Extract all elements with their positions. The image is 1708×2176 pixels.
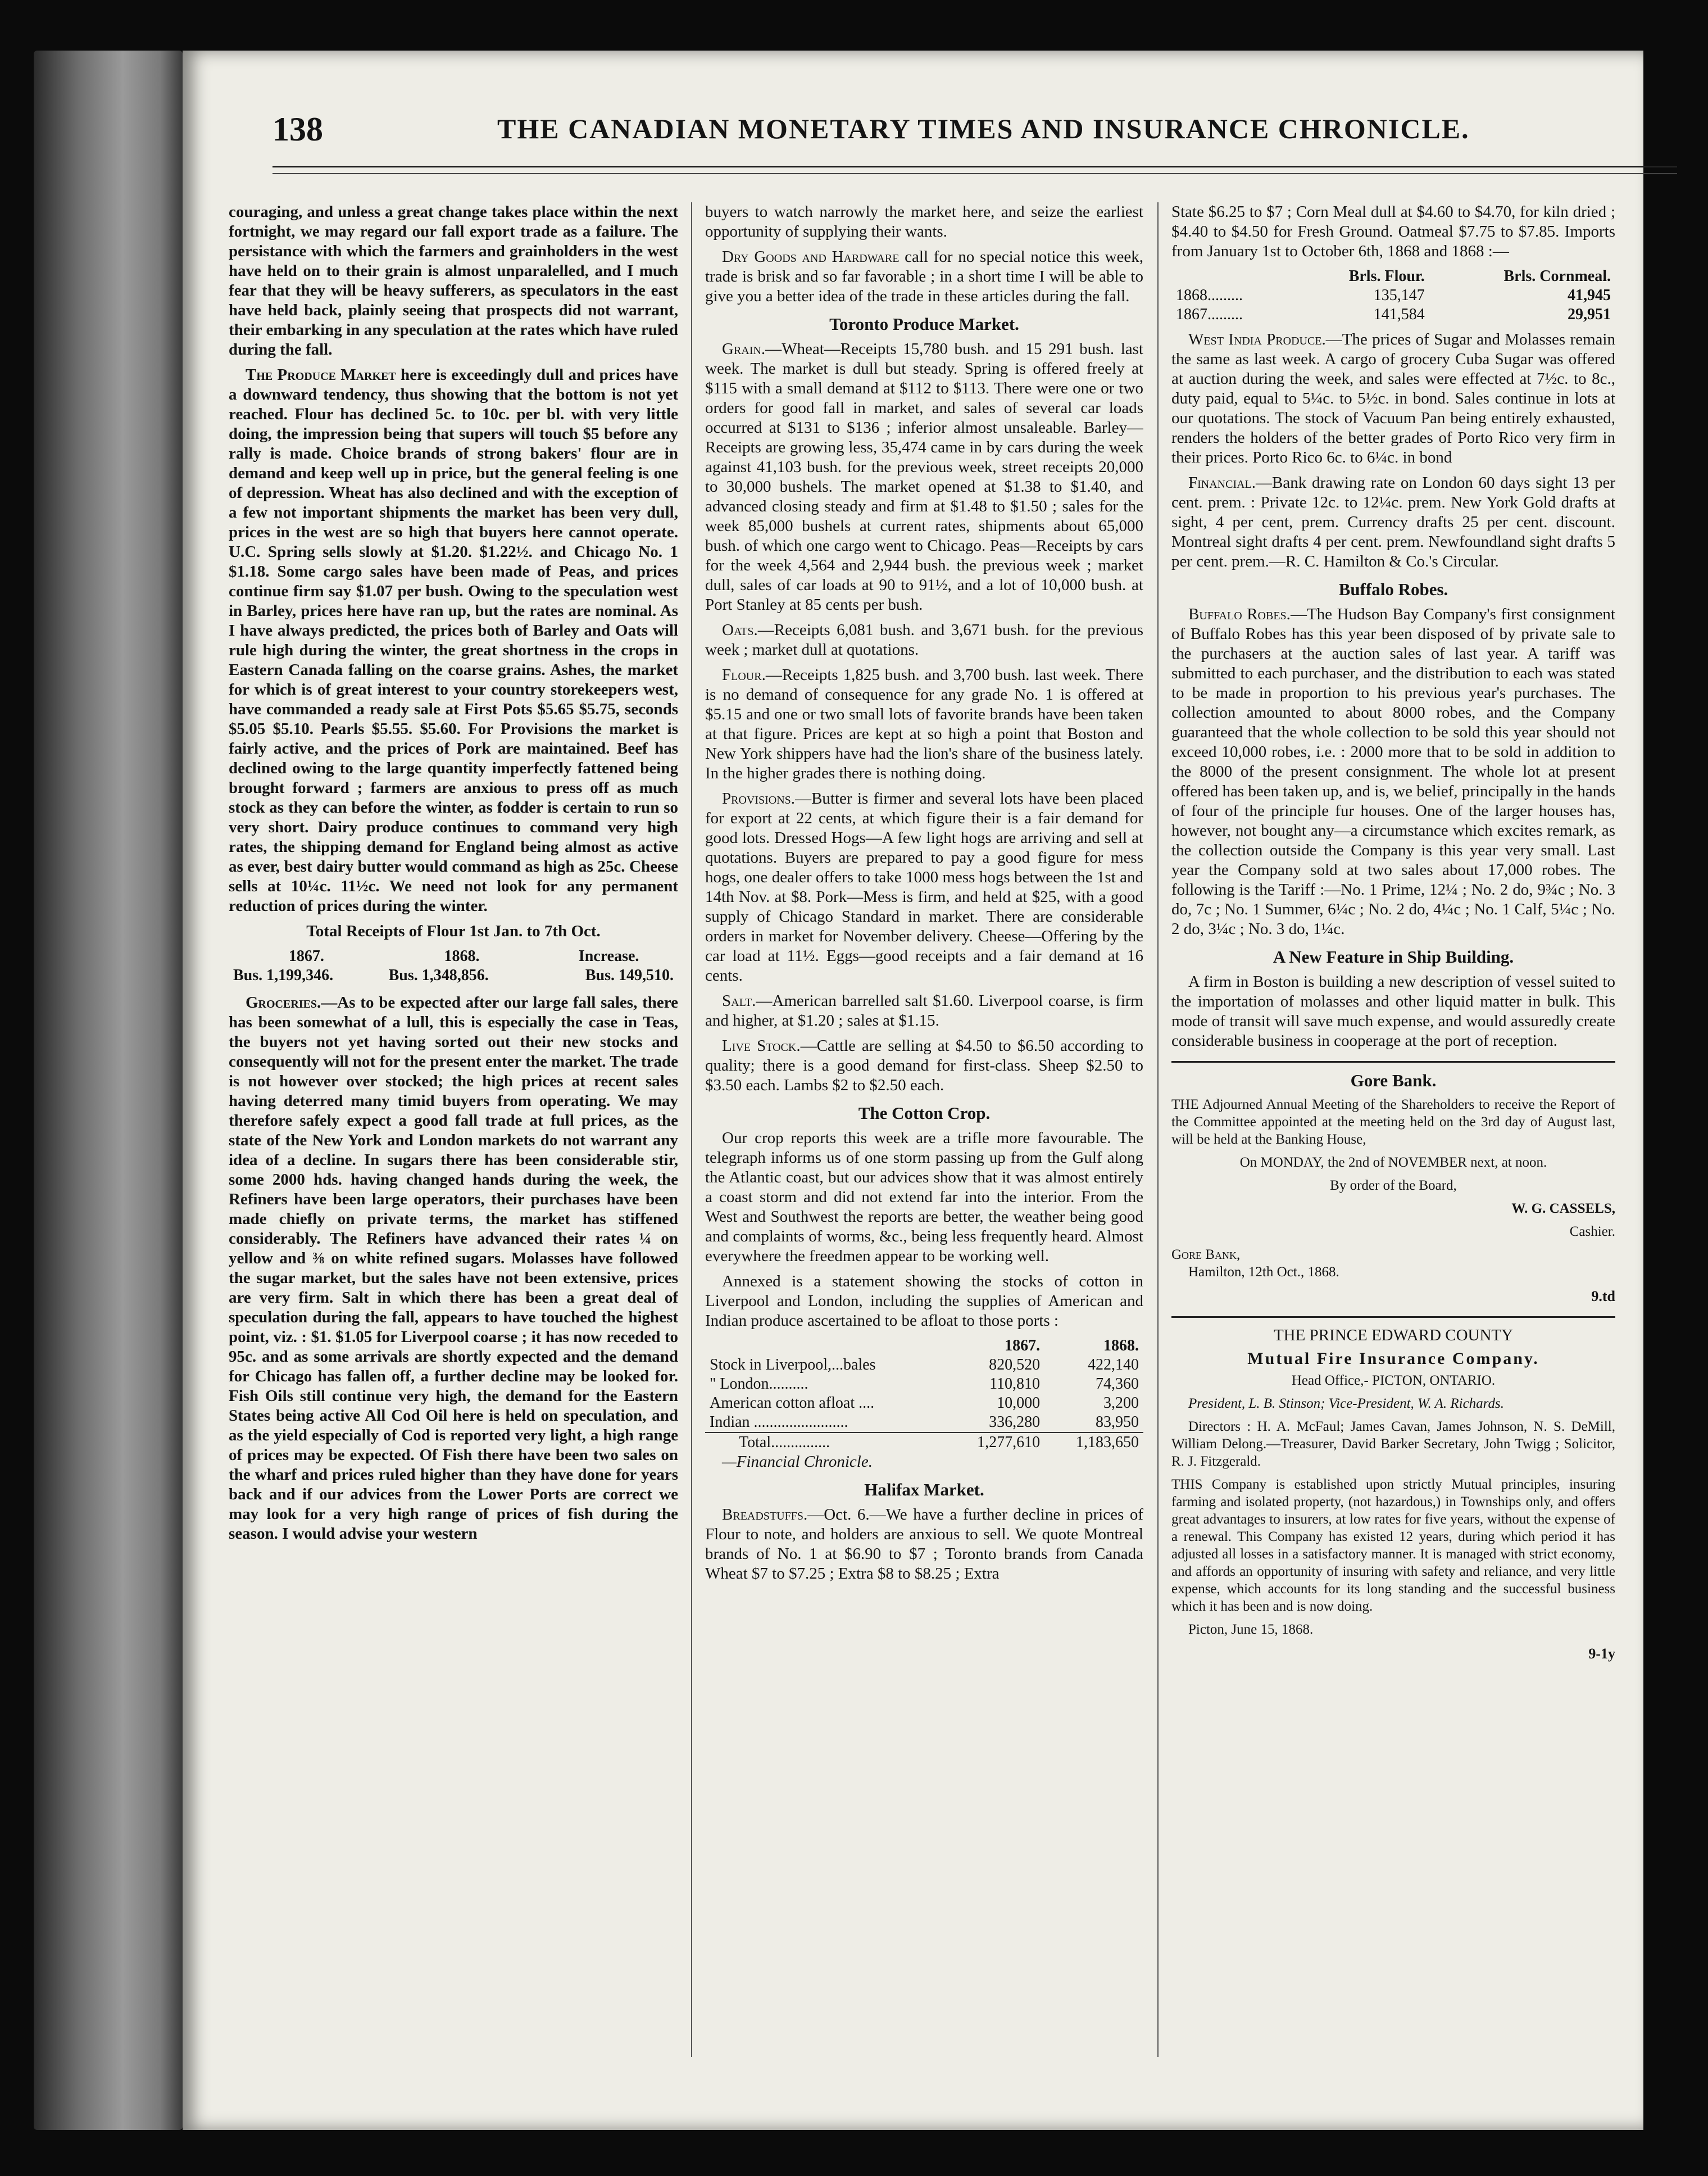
table-cell: 1,277,610 — [977, 1434, 1041, 1451]
notice-heading: Gore Bank. — [1350, 1071, 1437, 1090]
table-row — [1171, 305, 1615, 324]
table-cell: Bus. 1,199,346. — [233, 967, 334, 984]
paragraph-text: call for no special notice this week, trade is brisk and so far favorable ; in a short time I will be able to give you a better idea of the trade in these articles during the fall. — [705, 248, 1143, 305]
table-cell: 1,183,650 — [1076, 1434, 1139, 1451]
section-lead: Dry Goods and Hardware — [722, 248, 900, 266]
section-heading: The Cotton Crop. — [858, 1103, 991, 1123]
table-header-cell: 1868. — [444, 948, 480, 965]
article-paragraph — [1171, 330, 1615, 468]
gore-bank-notice — [1171, 1071, 1615, 1306]
table-cell: Stock in Liverpool,...bales — [710, 1356, 876, 1373]
running-title: THE CANADIAN MONETARY TIMES AND INSURANCE CHRONICLE. — [497, 113, 1470, 144]
column-1 — [229, 202, 678, 2057]
table-cell: 135,147 — [1373, 287, 1425, 304]
article-paragraph — [705, 339, 1143, 615]
section-lead: Live Stock. — [722, 1037, 801, 1055]
newspaper-page — [183, 51, 1643, 2130]
section-heading: Buffalo Robes. — [1338, 579, 1448, 599]
notice-signer: W. G. CASSELS, — [1511, 1201, 1615, 1216]
receipts-table — [229, 947, 678, 985]
article-paragraph — [705, 1036, 1143, 1095]
table-row — [705, 1413, 1143, 1432]
table-cell: 110,810 — [989, 1375, 1041, 1393]
table-cell: " London.......... — [710, 1375, 808, 1393]
table-cell: 336,280 — [989, 1413, 1041, 1431]
ad-officers: President, L. B. Stinson; Vice-President, W. A. Richards. — [1188, 1396, 1504, 1411]
notice-signer-title: Cashier. — [1569, 1224, 1615, 1239]
table-row — [705, 1375, 1143, 1394]
section-lead: Groceries. — [246, 994, 321, 1012]
table-source: —Financial Chronicle. — [722, 1453, 873, 1471]
article-paragraph — [705, 1505, 1143, 1584]
ad-code: 9.td — [1591, 1288, 1615, 1304]
article-paragraph — [705, 247, 1143, 306]
cotton-stock-table — [705, 1336, 1143, 1452]
article-paragraph — [705, 789, 1143, 986]
page-number: 138 — [272, 111, 323, 148]
ad-directors: Directors : H. A. McFaul; James Cavan, James Johnson, N. S. DeMill, William Delong.—Treasurer, David Barker Secretary, John Twigg ; Solicitor, R. J. Fitzgerald. — [1171, 1419, 1615, 1469]
section-heading: A New Feature in Ship Building. — [1273, 947, 1514, 967]
article-paragraph: Our crop reports this week are a trifle more favourable. The telegraph informs us of one storm passing up from the Gulf along the Atlantic coast, but our advices show that it was almost entirely a coast storm and did not extend far into the interior. From the West and Southwest the reports are better, the weather being good and complaints of worms, &c., being less frequently heard. Almost everywhere the freedmen appear to be working well. — [705, 1129, 1143, 1265]
advertisement-rule — [1171, 1316, 1615, 1318]
section-lead: Provisions. — [722, 790, 796, 808]
article-paragraph: State $6.25 to $7 ; Corn Meal dull at $4.60 to $4.70, for kiln dried ; $4.40 to $4.50 for Fresh Ground. Oatmeal $7.75 to $7.85. Imports from January 1st to October 6th, 1868 and 1868 :— — [1171, 203, 1615, 260]
header-rule — [272, 166, 1677, 174]
notice-order: By order of the Board, — [1330, 1178, 1457, 1193]
paragraph-text: —Butter is firmer and several lots have been placed for export at 22 cents, at which figure their is a fair demand for good lots. Dressed Hogs—A few light hogs are arriving and sell at quotations. Buyers are prepared to pay a good figure for mess hogs, one dealer offers to take 1000 mess hogs between the 1st and 14th Nov. at $8. Pork—Mess is firm, and held at $25, with a good supply of Chicago Standard in market. There are considerable orders in market for November delivery. Cheese—Offering by the car load at 11½. Eggs—good receipts and a fair demand at 16 cents. — [705, 790, 1143, 985]
table-cell: 1868......... — [1176, 287, 1243, 304]
paragraph-text: —Receipts 6,081 bush. and 3,671 bush. for the previous week ; market dull at quotations. — [705, 621, 1143, 659]
article-paragraph — [705, 991, 1143, 1031]
table-cell: Bus. 149,510. — [585, 967, 674, 984]
imports-table — [1171, 267, 1615, 324]
section-lead: Buffalo Robes. — [1188, 605, 1291, 623]
section-lead: Salt. — [722, 992, 756, 1010]
article-paragraph — [1171, 473, 1615, 572]
section-lead: West India Produce. — [1188, 330, 1326, 348]
section-lead: Flour. — [722, 666, 766, 684]
article-paragraph: A firm in Boston is building a new description of vessel suited to the importation of molasses and other liquid matter in bulk. This mode of transit will save much expense, and would assuredly create considerable business in cooperage at the port of reception. — [1171, 973, 1615, 1050]
table-header-row — [1171, 267, 1615, 286]
table-cell: Indian ........................ — [710, 1413, 848, 1431]
column-rule — [1157, 202, 1159, 2057]
table-header-cell: 1868. — [1103, 1337, 1139, 1354]
article-paragraph: couraging, and unless a great change takes place within the next fortnight, we may regard our fall export trade as a failure. The persistance with which the farmers and grainholders in the west have held on to their grain is almost unparalelled, and I much fear that they will be heavy sufferers, as speculators in the east have held back, plainly seeing that prospects did not warrant, their embarking in any speculation at the rates which have ruled during the fall. — [229, 203, 678, 359]
prince-edward-county-ad — [1171, 1326, 1615, 1663]
notice-place-date: Hamilton, 12th Oct., 1868. — [1188, 1264, 1339, 1280]
paragraph-text: —Wheat—Receipts 15,780 bush. and 15 291 bush. last week. The market is dull but steady. Spring is offered freely at $115 with a small demand at $112 to $113. There were one or two orders for good fall in market, and sales of several car loads occurred at $131 to $136 ; inferior almost unsaleable. Barley—Receipts are growing less, 35,474 came in by cars during the week against 41,103 bush. for the previous week, street receipts 20,000 to 30,000 bushels. The market opened at $1.38 to $1.40, and advanced closing steady and firm at $1.48 to $1.50 ; sales for the week 85,000 bushels at current rates, shipments about 65,000 bush. of which one cargo went to Chicago. Peas—Receipts by cars for the week 4,564 and 2,944 bush. the previous week ; market dull, sales of car loads at 90 to 91½, and a lot of 10,000 bush. at Port Stanley at 85 cents per bush. — [705, 340, 1143, 614]
article-paragraph — [229, 993, 678, 1544]
table-cell: 83,950 — [1096, 1413, 1139, 1431]
article-paragraph — [229, 365, 678, 916]
paragraph-text: —As to be expected after our large fall sales, there has been somewhat of a lull, this is especially the case in Teas, the buyers not yet having sorted out their new stocks and consequently will not for the present enter the market. The trade is not however over stocked; the high prices at recent sales having deterred many timid buyers from operating. We may therefore safely expect a good fall trade at full prices, as the state of the New York and London markets do not warrant any idea of a decline. In sugars there has been considerable stir, some 2000 hds. having changed hands during the week, the Refiners have been large operators, their purchases have been made chiefly on private terms, the market has stiffened considerably. The Refiners have advanced their rates ¼ on yellow and ⅜ on white refined sugars. Molasses have followed the sugar market, but the sales have not been extensive, prices are very firm. Salt in which there has been a great deal of speculation during the fall, appears to have touched the highest point, viz. : $1. $1.05 for Liverpool coarse ; it has now receded to 95c. and as some arrivals are shortly expected and the demand for Chicago has fallen off, a further decline may be looked for. Fish Oils still continue very high, the demand for the Eastern States being active All Cod Oil here is held on speculation, and as the yield especially of Cod is reported very light, a high range of prices may be expected. Of Fish there have been two sales on the wharf and prices ruled higher than they have done for years back and if our advices from the Lower Ports are correct we may look for a very high range of prices of fish during the season. I would advise your western — [229, 994, 678, 1543]
article-paragraph: Annexed is a statement showing the stocks of cotton in Liverpool and London, including the supplies of American and Indian produce ascertained to be afloat to those ports : — [705, 1272, 1143, 1330]
column-3 — [1171, 202, 1615, 2057]
ad-office: Head Office,- PICTON, ONTARIO. — [1291, 1373, 1496, 1388]
table-header-cell — [705, 1336, 946, 1356]
table-cell: Bus. 1,348,856. — [388, 967, 489, 984]
table-row — [705, 1394, 1143, 1413]
table-cell: 29,951 — [1568, 306, 1611, 323]
article-paragraph — [1171, 605, 1615, 939]
table-cell: 1867......... — [1176, 306, 1243, 323]
table-cell: 141,584 — [1373, 306, 1425, 323]
page-header — [183, 107, 1643, 169]
section-lead: The Produce Market — [246, 366, 396, 384]
ad-code: 9-1y — [1588, 1645, 1615, 1662]
table-header-cell: Brls. Flour. — [1348, 268, 1425, 285]
notice-body: THE Adjourned Annual Meeting of the Shareholders to receive the Report of the Committee appointed at the meeting held on the 3rd day of August last, will be held at the Banking House, — [1171, 1097, 1615, 1147]
table-cell: Total............... — [739, 1434, 830, 1451]
section-lead: Breadstuffs. — [722, 1506, 808, 1524]
table-row — [705, 1356, 1143, 1375]
table-total-row — [705, 1432, 1143, 1452]
notice-date-line: On MONDAY, the 2nd of NOVEMBER next, at noon. — [1239, 1155, 1547, 1170]
paragraph-text: here is exceedingly dull and prices have a downward tendency, thus showing that the bottom is not yet reached. Flour has declined 5c. to 10c. per bl. with very little doing, the impression being that supers will touch $5 before any rally is made. Choice brands of strong bakers' flour are in demand and keep well up in price, but the general feeling is one of depression. Wheat has also declined and with the exception of a few not important shipments the market has been very dull, prices in the west are so high that buyers here cannot operate. U.C. Spring sells slowly at $1.20. $1.22½. and Chicago No. 1 $1.18. Some cargo sales have been made of Peas, and prices continue firm say $1.07 per bush. Owing to the speculation west in Barley, prices here have ran up, but the rates are nominal. As I have always predicted, the prices both of Barley and Oats will rule high during the winter, the great shortness in the crops in Eastern Canada falling on the coarse grains. Ashes, the market for which is of great interest to your country storekeepers west, have commanded a ready sale at First Pots $5.65 $5.75, seconds $5.05 $5.10. Pearls $5.55. $5.60. For Provisions the market is fairly active, and the prices of Pork are maintained. Beef has declined owing to the large quantity imperfectly fattened being brought forward ; farmers are anxious to press off as much stock as they can before the winter, as fodder is certain to run so very short. Dairy produce continues to command very high rates, the shipping demand for England being almost as active as ever, best dairy butter would command as high as 25c. Cheese sells at 10¼c. 11½c. We need not look for any permanent reduction of prices during the winter. — [229, 366, 678, 915]
table-cell: American cotton afloat .... — [710, 1394, 875, 1412]
section-lead: Oats. — [722, 621, 758, 639]
table-row — [229, 966, 678, 985]
table-header-cell: Brls. Cornmeal. — [1503, 268, 1611, 285]
table-header-row — [229, 947, 678, 966]
paragraph-text: —The Hudson Bay Company's first consignment of Buffalo Robes has this year been disposed of by private sale to the purchasers at the auction sales of last year. A tariff was submitted to each purchaser, and the distribution to each was stated to be made in proportion to his previous year's purchases. The collection amounted to about 8000 robes, and the Company guaranteed that the whole collection to be sold this year should not exceed 10,000 robes, i.e. : 2000 more that to be sold in addition to the 8000 of the present consignment. The whole lot at present offered has been taken up, and is, we belief, principally in the hands of four of the principle fur houses. One of the larger houses has, however, not bought any—a circumstance which excites remark, as the collection outside the Company is this year very small. Last year the Company sold at two sales about 17,000 robes. The following is the Tariff :—No. 1 Prime, 12¼ ; No. 2 do, 9¾c ; No. 3 do, 7c ; No. 1 Summer, 6¼c ; No. 2 do, 4¼c ; No. 1 Calf, 5¼c ; No. 2 do, 3¼c ; No. 3 do, 1¼c. — [1171, 605, 1615, 938]
paragraph-text: —The prices of Sugar and Molasses remain the same as last week. A cargo of grocery Cuba Sugar was offered at auction during the week, and sales were effected at 7½c. to 8c., duty paid, equal to 5¼c. to 5½c. in bond. Sales continue in lots at our quotations. The stock of Vacuum Pan being entirely exhausted, renders the holders of the better grades of Porto Rico very firm in their prices. Porto Rico 6c. to 6¼c. in bond — [1171, 330, 1615, 466]
ad-body: THIS Company is established upon strictly Mutual principles, insuring farming and isolated property, (not hazardous,) in Townships only, and offers great advantages to insurers, at low rates for five years, without the expense of a renewal. This Company has existed 12 years, during which period it has adjusted all losses in a satisfactory manner. It is managed with strict economy, and affords an opportunity of insuring with safety and reliance, and very little expense, which accounts for its long standing and the successful business which it has been and is now doing. — [1171, 1477, 1615, 1614]
table-cell: 74,360 — [1096, 1375, 1139, 1393]
paragraph-text: —Oct. 6.—We have a further decline in prices of Flour to note, and holders are anxious to sell. We quote Montreal brands of No. 1 at $6.90 to $7 ; Toronto brands from Canada Wheat $7 to $7.25 ; Extra $8 to $8.25 ; Extra — [705, 1506, 1143, 1583]
ad-title-line: THE PRINCE EDWARD COUNTY — [1273, 1326, 1514, 1344]
article-paragraph: buyers to watch narrowly the market here, and seize the earliest opportunity of supplying their wants. — [705, 203, 1143, 241]
paragraph-text: —Cattle are selling at $4.50 to $6.50 according to quality; there is a good demand for first-class. Sheep $2.50 to $3.50 each. Lambs $2 to $2.50 each. — [705, 1037, 1143, 1094]
column-rule — [691, 202, 692, 2057]
section-heading: Halifax Market. — [864, 1480, 984, 1499]
table-header-cell — [1171, 267, 1293, 286]
section-lead: Financial. — [1188, 474, 1256, 492]
table-header-cell: 1867. — [288, 948, 324, 965]
ad-company-name: Mutual Fire Insurance Company. — [1247, 1349, 1539, 1368]
table-row — [1171, 286, 1615, 305]
table-cell: 820,520 — [989, 1356, 1041, 1373]
table-cell: 10,000 — [997, 1394, 1041, 1412]
paragraph-text: —Receipts 1,825 bush. and 3,700 bush. last week. There is no demand of consequence for any grade No. 1 is offered at $5.15 and one or two small lots of favorite brands have been taken at that figure. Prices are kept at so high a point that Boston and New York shippers have had the lion's share of the business lately. In the higher grades there is nothing doing. — [705, 666, 1143, 782]
table-cell: 41,945 — [1568, 287, 1611, 304]
section-heading: Toronto Produce Market. — [829, 314, 1019, 334]
paragraph-text: —Bank drawing rate on London 60 days sight 13 per cent. prem. : Private 12c. to 12¼c. prem. New York Gold drafts at sight, 4 per cent, prem. Currency drafts 25 per cent. discount. Montreal sight drafts 4 per cent. prem. Newfoundland sight drafts 5 per cent. prem.—R. C. Hamilton & Co.'s Circular. — [1171, 474, 1615, 570]
table-header-cell: 1867. — [1005, 1337, 1041, 1354]
section-lead: Grain. — [722, 340, 766, 358]
advertisement-rule — [1171, 1061, 1615, 1063]
column-2 — [705, 202, 1143, 2057]
table-cell: 3,200 — [1103, 1394, 1139, 1412]
receipts-title: Total Receipts of Flour 1st Jan. to 7th Oct. — [306, 922, 601, 940]
article-paragraph — [705, 620, 1143, 660]
table-header-row — [705, 1336, 1143, 1356]
notice-place: Gore Bank, — [1171, 1247, 1241, 1262]
article-paragraph — [705, 665, 1143, 783]
book-binding — [34, 51, 183, 2130]
table-header-cell: Increase. — [578, 948, 639, 965]
ad-footer: Picton, June 15, 1868. — [1188, 1622, 1314, 1637]
table-cell: 422,140 — [1088, 1356, 1139, 1373]
paragraph-text: —American barrelled salt $1.60. Liverpool coarse, is firm and higher, at $1.20 ; sales at $1.15. — [705, 992, 1143, 1030]
